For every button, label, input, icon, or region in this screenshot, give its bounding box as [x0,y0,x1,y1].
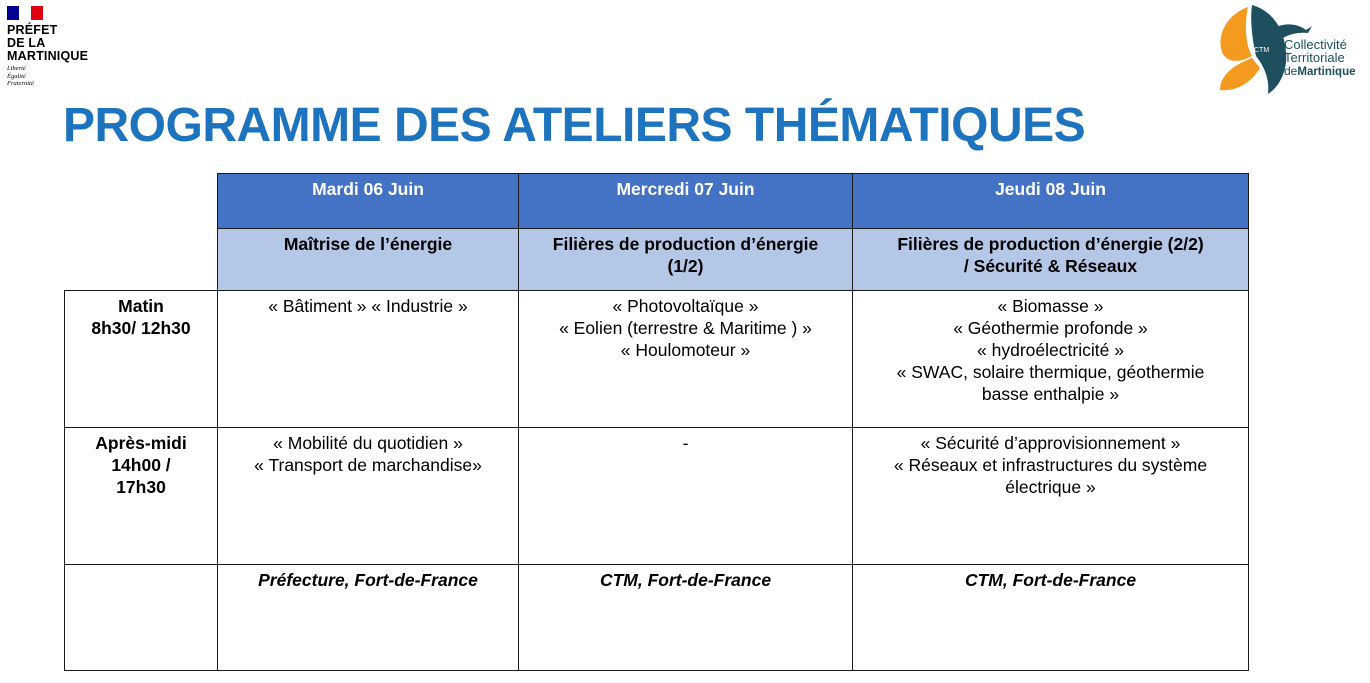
workshop-line: électrique » [1005,477,1096,497]
motto-line: Fraternité [7,80,34,87]
schedule-table [64,173,1249,671]
workshop-line: « Mobilité du quotidien » [273,433,463,453]
theme-header-row [65,229,1249,291]
workshop-line: « Bâtiment » « Industrie » [268,296,468,316]
ctm-line-name: Martinique [1297,66,1356,78]
cell-apres-midi-jeudi [853,428,1249,565]
ctm-badge: CTM [1254,47,1270,54]
theme-line: / Sécurité & Réseaux [963,256,1138,276]
ctm-orange-wing-top [1220,7,1252,61]
corner-cell [65,174,218,291]
workshop-line: « Géothermie profonde » [953,318,1148,338]
motto-line: Liberté [7,65,26,72]
table-row-location [65,565,1249,671]
workshop-line: « Réseaux et infrastructures du système [893,455,1208,475]
workshop-line: - [682,433,689,453]
workshop-line: « Eolien (terrestre & Maritime ) » [559,318,812,338]
table-row-matin [65,291,1249,428]
ctm-logo-text [1284,38,1356,79]
republic-motto [7,65,88,88]
location-mardi: Préfecture, Fort-de-France [218,565,519,671]
cell-matin-jeudi [853,291,1249,428]
prefet-name-line: DE LA [7,36,46,50]
cell-apres-midi-mardi [218,428,519,565]
prefet-name [7,24,88,63]
workshop-line: « Sécurité d’approvisionnement » [920,433,1181,453]
day-header-row [65,174,1249,229]
theme-line: Filières de production d’énergie (2/2) [897,234,1204,254]
location-mercredi: CTM, Fort-de-France [519,565,853,671]
workshop-line: « Photovoltaïque » [612,296,759,316]
slot-line: 14h00 / [111,455,171,475]
location-jeudi: CTM, Fort-de-France [853,565,1249,671]
slot-line: Matin [118,296,164,316]
slot-line: 8h30/ 12h30 [91,318,191,338]
workshop-line: basse enthalpie » [981,384,1120,404]
prefet-name-line: MARTINIQUE [7,49,89,63]
slot-line: Après-midi [95,433,187,453]
theme-line: (1/2) [667,256,704,276]
slot-matin [65,291,218,428]
ctm-line-de: de [1284,64,1298,78]
ctm-line-territoriale: Territoriale [1284,50,1345,65]
cell-matin-mardi [218,291,519,428]
slot-apres-midi [65,428,218,565]
day-header-mardi: Mardi 06 Juin [218,174,519,229]
workshop-line: « hydroélectricité » [977,340,1124,360]
location-label-cell [65,565,218,671]
ctm-orange-wing-bottom [1220,58,1260,90]
table-row-apres-midi [65,428,1249,565]
day-header-mercredi: Mercredi 07 Juin [519,174,853,229]
ctm-line-martinique [1284,64,1356,79]
slot-line: 17h30 [116,477,166,497]
theme-line: Filières de production d’énergie [552,234,819,254]
french-flag-icon [7,6,43,20]
cell-matin-mercredi [519,291,853,428]
workshop-line: « Biomasse » [997,296,1104,316]
workshop-line: « Transport de marchandise» [254,455,482,475]
day-header-jeudi: Jeudi 08 Juin [853,174,1249,229]
page-title: PROGRAMME DES ATELIERS THÉMATIQUES [63,99,1086,152]
theme-mercredi [519,229,853,291]
workshop-line: « Houlomoteur » [620,340,751,360]
cell-apres-midi-mercredi [519,428,853,565]
prefet-logo [7,6,88,88]
theme-jeudi [853,229,1249,291]
workshop-line: « SWAC, solaire thermique, géothermie [896,362,1205,382]
prefet-name-line: PRÉFET [7,23,58,37]
motto-line: Égalité [7,72,26,80]
theme-mardi [218,229,519,291]
theme-line: Maîtrise de l’énergie [283,234,453,254]
ctm-line-collectivite: Collectivité [1284,37,1347,52]
